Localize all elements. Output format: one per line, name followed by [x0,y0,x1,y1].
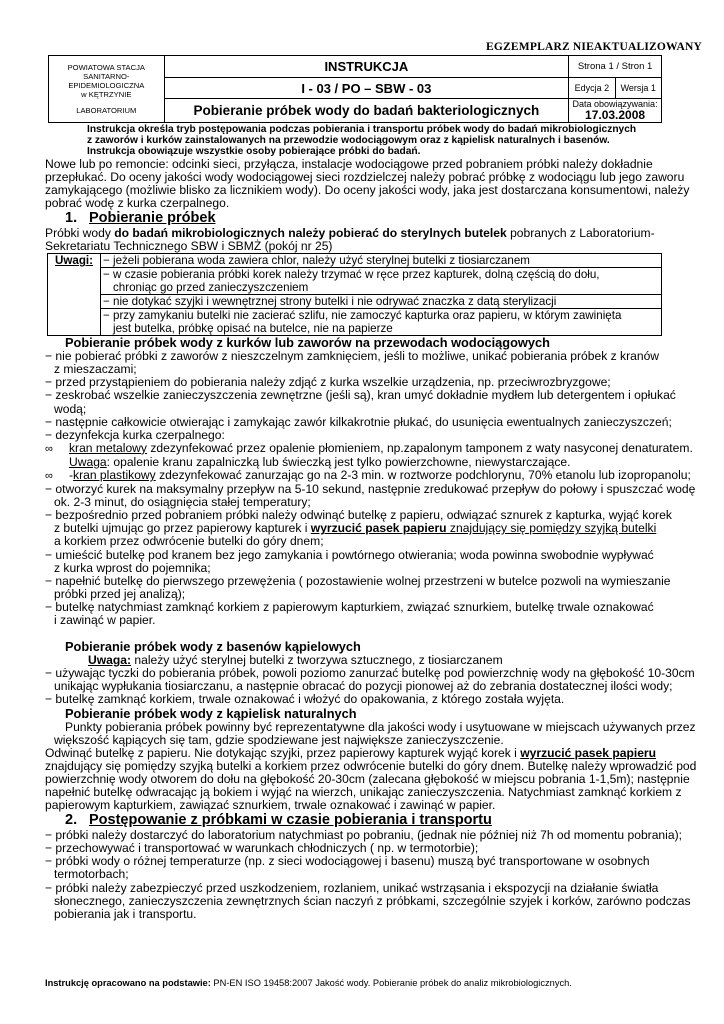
paragraph-line: Punkty pobierania próbek powinny być reprezentatywne dla jakości wody i usytuowane w miejscach używanych przez [65,719,696,734]
section-number: 2. [65,812,78,829]
doc-type: INSTRUKCJA [164,56,569,78]
list-line: − butelkę zamknąć korkiem, trwale oznakować i włożyć do opakowania, z którego została wyjęta. [45,692,565,707]
subsection-heading: Pobieranie próbek wody z basenów kąpielowych [65,639,361,655]
note-text: chroniąc go przed zanieczyszczeniem [113,281,309,295]
paragraph-line: zamykającego (możliwie blisko za licznikiem wody). Do oceny jakości wody, jaka jest dostarczana konsumentowi, należy [45,182,690,197]
text-run-bold: do badań mikrobiologicznych należy pobierać do sterylnych butelek [114,225,507,240]
list-line: wodą; [54,401,87,416]
section-title: Postępowanie z próbkami w czasie pobierania i transportu [89,812,492,829]
intro-line: Instrukcja określa tryb postępowania podczas pobierania i transportu próbek wody do badań mikrobiologicznych [87,124,637,135]
text-run: : opalenie kranu zapalniczką lub świeczką jest tylko powierzchowne, niewystarczające. [106,454,571,469]
paragraph-line: znajdujący się pomiędzy szyjką butelki a korkiem przez odwrócenie butelki do góry dnem. Butelkę należy wprowadzić pod [45,758,697,773]
note-text: jest butelka, próbkę opisać na butelce, nie na papierze [113,322,393,336]
valid-date: 17.03.2008 [585,108,646,122]
paragraph-line: większość kąpiących się tam, gdzie spodziewane jest największe zanieczyszczenie. [54,732,504,747]
paragraph-line: przepłukać. Do oceny jakości wody wodociągowej sieci rozdzielczej należy pobrać próbkę z wodociągu lub jego zaworu [45,169,685,184]
note-text: − jeżeli pobierana woda zawiera chlor, należy użyć sterylnej butelki z tiosiarczanem [103,254,530,268]
paragraph-line: papierowym kapturkiem, zawiązać sznurkiem, trwale oznakować i zawinąć w papier. [45,798,496,813]
list-line: − próbki należy dostarczyć do laboratorium natychmiast po pobraniu, (jednak nie później niż 7h od momentu pobrania); [45,828,682,843]
list-line: ok. 2-3 minut, do osiągnięcia stałej temperatury; [54,495,311,510]
text-run: - [69,468,74,483]
note-text: − w czasie pobierania próbki korek należy trzymać w ręce przez kapturek, dolną częścią do dołu, [103,268,600,282]
notes-label: Uwagi: [48,254,101,336]
version: Wersja 1 [615,78,661,99]
text-run-underline: Uwaga [69,454,107,469]
paragraph-line: Nowe lub po remoncie: odcinki sieci, przyłącza, instalacje wodociągowe przed pobraniem próbki należy dokładnie [45,156,653,171]
list-line: − używając tyczki do pobierania próbek, powoli poziomo zanurzać butelkę pod powierzchnię wody na głębokość 10-30cm [45,666,695,681]
text-run-bold: wyrzucić pasek papieru [310,521,450,536]
infinity-bullet-icon: ∞ [45,470,53,483]
text-run: z butelki ujmując go przez papierowy kapturek i [54,521,311,536]
note-text: − przy zamykaniu butelki nie zacierać szlifu, nie zamoczyć kapturka oraz papieru, w którym zawinięta [103,309,622,323]
list-line: unikając wypłukania tiosiarczanu, a następnie obracać do pozycji pionowej aż do zebrania dostatecznej ilości wody; [54,679,673,694]
note-item [101,295,662,309]
note-item [101,268,662,295]
paragraph-line: pobrać wodę z kurka czerpalnego. [45,195,230,210]
infinity-bullet-icon: ∞ [45,442,53,455]
text-run-underline: znajdujący się pomiędzy szyjką butelki [449,521,657,536]
list-line: − przed przystąpieniem do pobierania należy zdjąć z kurka wszelkie urządzenia, np. przeciwrozbryzgowe; [45,375,611,390]
list-line: z kurka wprost do pojemnika; [54,560,211,575]
list-line: i zawinąć w papier. [54,613,156,628]
subsection-heading: Pobieranie próbek wody z kurków lub zaworów na przewodach wodociągowych [65,335,550,351]
edition: Edycja 2 [569,78,615,99]
list-line: pobierania jak i transportu. [54,906,197,921]
intro-line: z zaworów i kurków zainstalowanych na przewodzie wodociągowym oraz z kąpielisk naturalnych i basenów. [87,135,610,147]
list-line: − butelkę natychmiast zamknąć korkiem z papierowym kapturkiem, związać sznurkiem, butelkę trwale oznakować [45,599,654,614]
list-line: − dezynfekcja kurka czerpalnego: [45,427,225,442]
list-line [45,442,705,456]
document-footer [45,978,572,988]
section-title: Pobieranie próbek [89,209,216,226]
list-line: próbki przed jej analizą); [54,586,186,601]
list-line: − próbki wody o różnej temperaturze (np. z sieci wodociągowej i basenu) muszą być transportowane w osobnych [45,854,650,869]
valid-date-cell [569,99,662,123]
text-run: Próbki wody [45,225,115,240]
list-line: − otworzyć kurek na maksymalny przepływ na 5-10 sekund, następnie zredukować przepływ do połowy i spuszczać wodę [45,482,696,497]
text-run-bold: Uwaga: [88,653,132,668]
valid-label: Data obowiązywania: [572,99,658,109]
section-heading-2 [65,812,705,829]
list-line: − bezpośrednio przed pobraniem próbki należy odwinąć butelkę z papieru, odwiązać sznurek z kapturka, wyjąć korek [45,508,672,523]
document-header [48,55,662,123]
list-line: − napełnić butelkę do pierwszego przewężenia ( pozostawienie wolnej przestrzeni w butelce pozwoli na wymieszanie [45,573,671,588]
footer-text: PN-EN ISO 19458:2007 Jakość wody. Pobieranie próbek do analiz mikrobiologicznych. [210,978,572,988]
doc-title: Pobieranie próbek wody do badań bakteriologicznych [164,99,569,123]
list-line [45,469,705,483]
document-stamp: EGZEMPLARZ NIEAKTUALIZOWANY [486,41,702,53]
organization-cell [49,56,165,123]
text-run-underline: kran plastikowy [73,468,156,483]
org-laboratory: LABORATORIUM [76,106,137,115]
paragraph-line: powierzchnię wody otworem do dołu na głębokość 20-30cm (zalecana głębokość w miejscu pobrania 1-1,5m); następnie [45,771,690,786]
note-item [101,254,662,268]
section-number: 1. [65,209,78,226]
text-run: zdezynfekować przez opalenie płomieniem, np.zapalonym tamponem z waty nasyconej denaturatem. [146,440,693,455]
subsection-heading: Pobieranie próbek wody z kąpielisk naturalnych [65,705,357,721]
section-heading-1 [65,210,705,227]
doc-code: I - 03 / PO – SBW - 03 [164,78,569,99]
list-line: − zeskrobać wszelkie zanieczyszczenia zewnętrzne (jeśli są), kran umyć dokładnie mydłem lub detergentem i opłukać [45,388,676,403]
org-line: w KĘTRZYNIE [81,90,132,99]
page-count: Strona 1 / Stron 1 [569,56,662,78]
paragraph-line: napełnić butelkę odwracając ją bokiem i wyjąć na wierzch, unikając zanieczyszczenia. Natychmiast zamknąć korkiem z [45,784,682,799]
paragraph-line [45,747,705,760]
list-line: − następnie całkowicie otwierając i zamykając zawór kilkakrotnie płukać, do usunięcia ewentualnych zanieczyszczeń; [45,414,672,429]
note-item [101,309,662,336]
org-line: SANITARNO- [83,72,130,81]
text-run: pobranych z Laboratorium- [506,225,655,240]
document-body [45,124,705,921]
list-line: termotorbach; [54,867,129,882]
list-line: − przechowywać i transportować w warunkach chłodniczych ( np. w termotorbie); [45,841,479,856]
list-line: − nie pobierać próbki z zaworów z nieszczelnym zamknięciem, jeśli to możliwe, unikać pobierania próbek z kranów [45,349,660,364]
org-line: EPIDEMIOLOGICZNA [68,81,145,90]
list-line: słonecznego, zanieczyszczenia zewnętrznych ścian naczyń z próbkami, szczególnie szyjek i korków, zarówno podczas [54,893,691,908]
note-text: − nie dotykać szyjki i wewnętrznej strony butelki i nie odrywać znaczka z datą sterylizacji [103,295,557,309]
text-run: zdezynfekować zanurzając go na 2-3 min. w roztworze podchlorynu, 70% etanolu lub izopropanolu; [155,468,691,483]
footer-label: Instrukcję opracowano na podstawie: [45,978,211,988]
org-line: POWIATOWA STACJA [67,63,145,72]
list-line: − umieścić butelkę pod kranem bez jego zamykania i powtórnego otwierania; woda powinna swobodnie wypływać [45,547,654,562]
list-line: a korkiem przez odwrócenie butelki do góry dnem; [54,534,324,549]
text-run: Odwinąć butelkę z papieru. Nie dotykając szyjki, przez papierowy kapturek wyjąć korek i [45,745,521,760]
text-run-bold: wyrzucić pasek papieru [520,745,657,760]
notes-table [47,253,662,336]
intro-line: Instrukcja obowiązuje wszystkie osoby pobierające próbki do badań. [87,146,421,158]
text-run: należy użyć sterylnej butelki z tworzywa sztucznego, z tiosiarczanem [131,653,503,668]
list-line: − próbki należy zabezpieczyć przed uszkodzeniem, rozlaniem, unikać wstrząsania i ekspozycji na działanie światła [45,880,659,895]
text-run-underline: kran metalowy [69,440,147,455]
paragraph-line: Sekretariatu Technicznego SBW i SBMŻ (pokój nr 25) [45,239,333,254]
list-line: z mieszaczami; [54,362,137,377]
